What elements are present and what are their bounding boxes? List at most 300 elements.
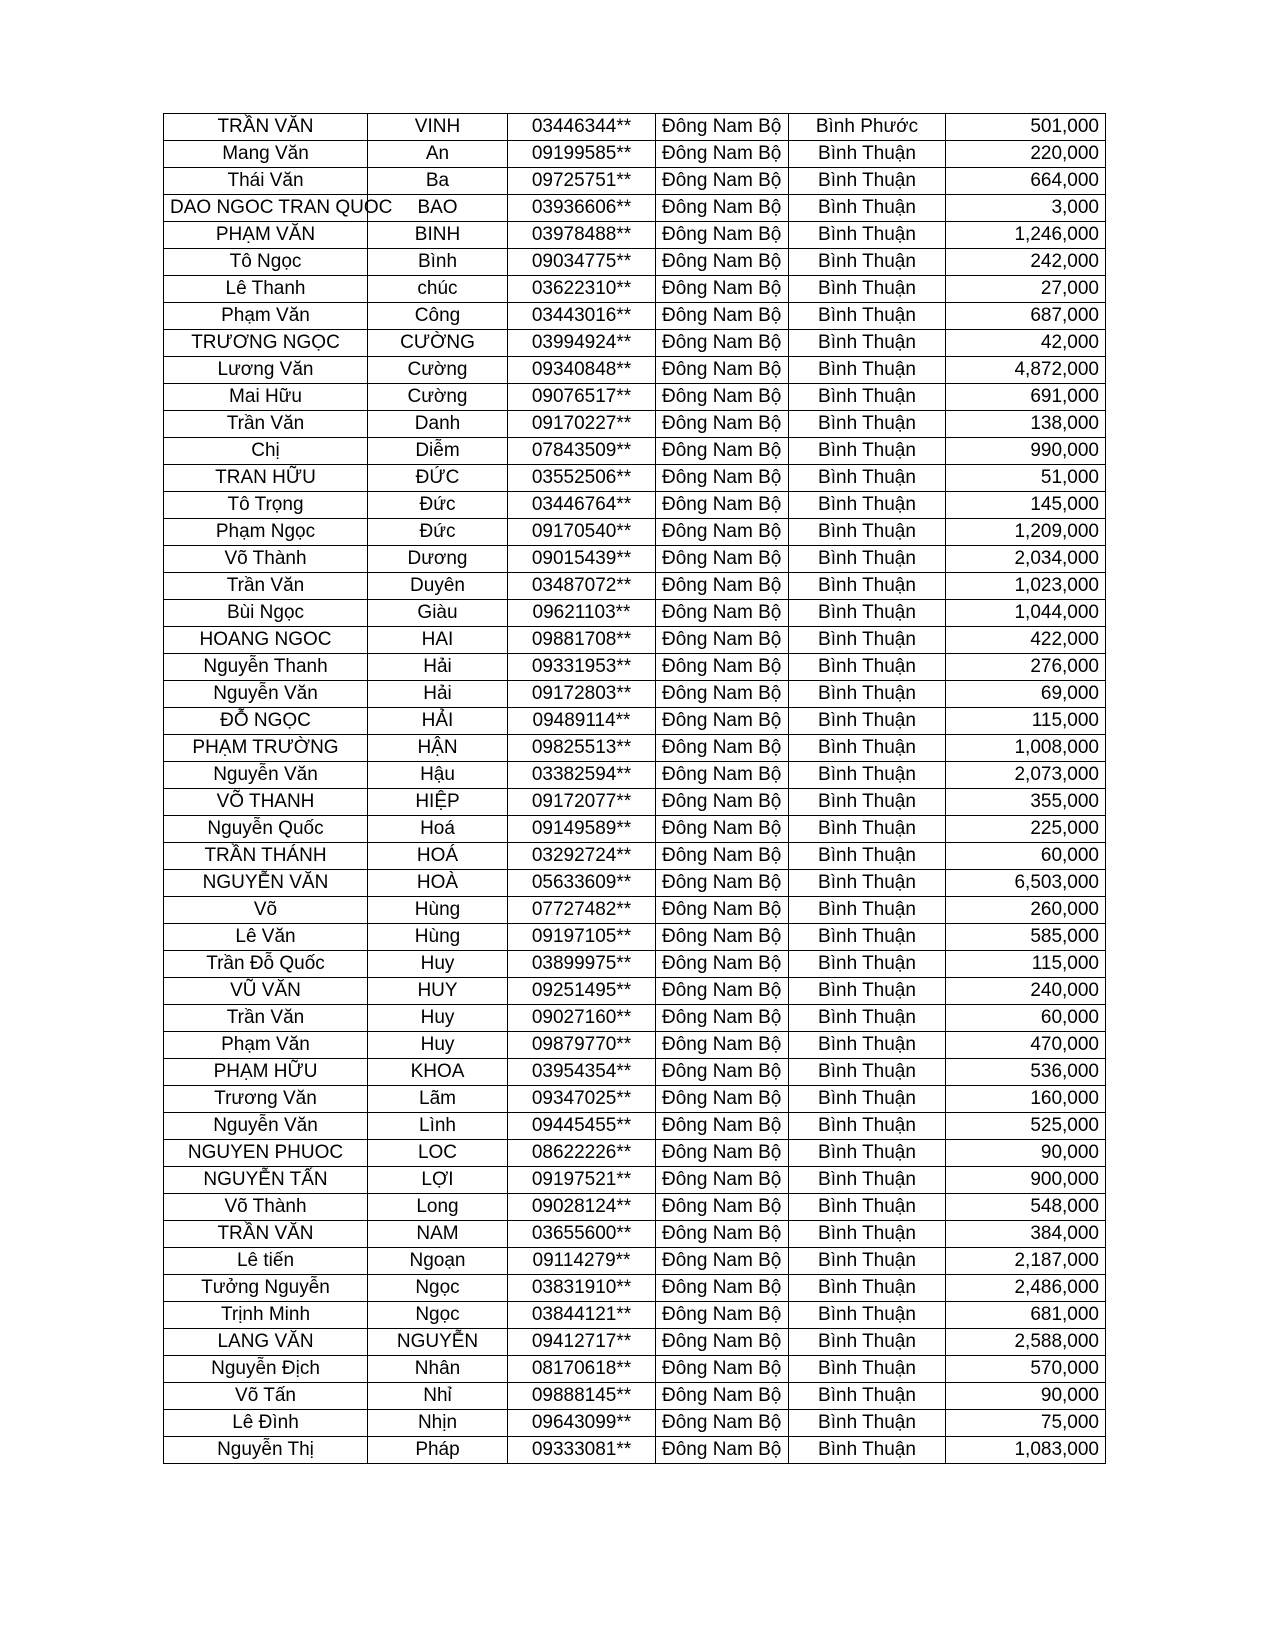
- cell-province: Bình Thuận: [789, 897, 946, 924]
- cell-province: Bình Thuận: [789, 249, 946, 276]
- cell-last-name: Trần Văn: [164, 1005, 368, 1032]
- cell-region: Đông Nam Bộ: [656, 141, 789, 168]
- table-row: [164, 1140, 1106, 1167]
- cell-last-name: Trịnh Minh: [164, 1302, 368, 1329]
- cell-region: Đông Nam Bộ: [656, 222, 789, 249]
- cell-region: Đông Nam Bộ: [656, 1194, 789, 1221]
- table-row: [164, 1086, 1106, 1113]
- cell-first-name: Lãm: [368, 1086, 508, 1113]
- cell-first-name: Duyên: [368, 573, 508, 600]
- cell-first-name: Hải: [368, 681, 508, 708]
- cell-first-name: An: [368, 141, 508, 168]
- cell-amount: 1,083,000: [946, 1437, 1106, 1464]
- cell-province: Bình Thuận: [789, 843, 946, 870]
- cell-amount: 1,008,000: [946, 735, 1106, 762]
- cell-last-name: Nguyễn Quốc: [164, 816, 368, 843]
- cell-amount: 422,000: [946, 627, 1106, 654]
- cell-amount: 225,000: [946, 816, 1106, 843]
- table-row: [164, 168, 1106, 195]
- cell-first-name: HUY: [368, 978, 508, 1005]
- cell-region: Đông Nam Bộ: [656, 384, 789, 411]
- table-row: [164, 1194, 1106, 1221]
- cell-amount: 585,000: [946, 924, 1106, 951]
- cell-region: Đông Nam Bộ: [656, 303, 789, 330]
- cell-phone: 09725751**: [508, 168, 656, 195]
- cell-province: Bình Thuận: [789, 357, 946, 384]
- table-row: [164, 843, 1106, 870]
- cell-first-name: VINH: [368, 114, 508, 141]
- cell-phone: 09489114**: [508, 708, 656, 735]
- cell-province: Bình Phước: [789, 114, 946, 141]
- cell-last-name: Tưởng Nguyễn: [164, 1275, 368, 1302]
- table-row: [164, 1275, 1106, 1302]
- cell-first-name: chúc: [368, 276, 508, 303]
- cell-last-name: Võ Tấn: [164, 1383, 368, 1410]
- data-table: [163, 113, 1106, 1464]
- cell-province: Bình Thuận: [789, 735, 946, 762]
- cell-province: Bình Thuận: [789, 1329, 946, 1356]
- table-row: [164, 735, 1106, 762]
- cell-province: Bình Thuận: [789, 1248, 946, 1275]
- table-row: [164, 681, 1106, 708]
- cell-region: Đông Nam Bộ: [656, 1221, 789, 1248]
- cell-last-name: NGUYỄN VĂN: [164, 870, 368, 897]
- table-row: [164, 627, 1106, 654]
- cell-province: Bình Thuận: [789, 1275, 946, 1302]
- cell-amount: 1,023,000: [946, 573, 1106, 600]
- cell-region: Đông Nam Bộ: [656, 357, 789, 384]
- cell-province: Bình Thuận: [789, 924, 946, 951]
- cell-amount: 4,872,000: [946, 357, 1106, 384]
- cell-amount: 42,000: [946, 330, 1106, 357]
- cell-last-name: Trần Đỗ Quốc: [164, 951, 368, 978]
- cell-last-name: Thái Văn: [164, 168, 368, 195]
- cell-last-name: PHẠM TRƯỜNG: [164, 735, 368, 762]
- table-row: [164, 384, 1106, 411]
- cell-phone: 03844121**: [508, 1302, 656, 1329]
- cell-province: Bình Thuận: [789, 1140, 946, 1167]
- cell-province: Bình Thuận: [789, 951, 946, 978]
- cell-phone: 09015439**: [508, 546, 656, 573]
- cell-province: Bình Thuận: [789, 519, 946, 546]
- cell-last-name: Trần Văn: [164, 411, 368, 438]
- cell-last-name: DAO NGOC TRAN QUOC: [164, 195, 368, 222]
- cell-phone: 09197105**: [508, 924, 656, 951]
- cell-amount: 3,000: [946, 195, 1106, 222]
- cell-amount: 470,000: [946, 1032, 1106, 1059]
- cell-amount: 1,044,000: [946, 600, 1106, 627]
- cell-region: Đông Nam Bộ: [656, 249, 789, 276]
- cell-first-name: Hùng: [368, 897, 508, 924]
- cell-amount: 115,000: [946, 951, 1106, 978]
- cell-amount: 145,000: [946, 492, 1106, 519]
- cell-amount: 51,000: [946, 465, 1106, 492]
- cell-phone: 03936606**: [508, 195, 656, 222]
- cell-first-name: Lình: [368, 1113, 508, 1140]
- cell-phone: 03978488**: [508, 222, 656, 249]
- table-row: [164, 951, 1106, 978]
- cell-amount: 2,486,000: [946, 1275, 1106, 1302]
- cell-last-name: TRẦN VĂN: [164, 114, 368, 141]
- cell-region: Đông Nam Bộ: [656, 681, 789, 708]
- cell-region: Đông Nam Bộ: [656, 816, 789, 843]
- cell-last-name: Phạm Ngọc: [164, 519, 368, 546]
- cell-province: Bình Thuận: [789, 1059, 946, 1086]
- cell-first-name: Dương: [368, 546, 508, 573]
- cell-region: Đông Nam Bộ: [656, 465, 789, 492]
- table-row: [164, 870, 1106, 897]
- cell-region: Đông Nam Bộ: [656, 1383, 789, 1410]
- cell-province: Bình Thuận: [789, 465, 946, 492]
- cell-province: Bình Thuận: [789, 708, 946, 735]
- cell-phone: 09028124**: [508, 1194, 656, 1221]
- cell-region: Đông Nam Bộ: [656, 924, 789, 951]
- cell-region: Đông Nam Bộ: [656, 951, 789, 978]
- cell-phone: 03292724**: [508, 843, 656, 870]
- cell-phone: 09170227**: [508, 411, 656, 438]
- cell-last-name: TRƯƠNG NGỌC: [164, 330, 368, 357]
- cell-phone: 03552506**: [508, 465, 656, 492]
- cell-first-name: Nhân: [368, 1356, 508, 1383]
- cell-phone: 09412717**: [508, 1329, 656, 1356]
- table-row: [164, 357, 1106, 384]
- cell-first-name: Ngọc: [368, 1302, 508, 1329]
- cell-amount: 69,000: [946, 681, 1106, 708]
- table-row: [164, 600, 1106, 627]
- cell-first-name: Huy: [368, 1005, 508, 1032]
- cell-amount: 2,073,000: [946, 762, 1106, 789]
- cell-phone: 09076517**: [508, 384, 656, 411]
- cell-last-name: LANG VĂN: [164, 1329, 368, 1356]
- cell-first-name: Ngọc: [368, 1275, 508, 1302]
- cell-province: Bình Thuận: [789, 681, 946, 708]
- cell-first-name: Đức: [368, 519, 508, 546]
- cell-last-name: TRẦN THÁNH: [164, 843, 368, 870]
- table-row: [164, 1221, 1106, 1248]
- cell-amount: 990,000: [946, 438, 1106, 465]
- cell-last-name: TRAN HỮU: [164, 465, 368, 492]
- cell-region: Đông Nam Bộ: [656, 492, 789, 519]
- cell-last-name: VŨ VĂN: [164, 978, 368, 1005]
- cell-first-name: HIỆP: [368, 789, 508, 816]
- cell-region: Đông Nam Bộ: [656, 1167, 789, 1194]
- cell-first-name: Huy: [368, 951, 508, 978]
- cell-phone: 03487072**: [508, 573, 656, 600]
- cell-last-name: Mai Hữu: [164, 384, 368, 411]
- table-row: [164, 1356, 1106, 1383]
- cell-phone: 09825513**: [508, 735, 656, 762]
- cell-last-name: NGUYEN PHUOC: [164, 1140, 368, 1167]
- cell-amount: 160,000: [946, 1086, 1106, 1113]
- cell-phone: 09197521**: [508, 1167, 656, 1194]
- cell-phone: 07843509**: [508, 438, 656, 465]
- table-row: [164, 978, 1106, 1005]
- cell-first-name: Công: [368, 303, 508, 330]
- cell-region: Đông Nam Bộ: [656, 735, 789, 762]
- cell-phone: 09172077**: [508, 789, 656, 816]
- cell-province: Bình Thuận: [789, 1032, 946, 1059]
- cell-phone: 09333081**: [508, 1437, 656, 1464]
- cell-phone: 09251495**: [508, 978, 656, 1005]
- cell-last-name: Phạm Văn: [164, 1032, 368, 1059]
- table-row: [164, 1329, 1106, 1356]
- cell-region: Đông Nam Bộ: [656, 1113, 789, 1140]
- table-row: [164, 303, 1106, 330]
- cell-region: Đông Nam Bộ: [656, 1275, 789, 1302]
- cell-region: Đông Nam Bộ: [656, 627, 789, 654]
- cell-region: Đông Nam Bộ: [656, 1032, 789, 1059]
- table-row: [164, 222, 1106, 249]
- table-row: [164, 762, 1106, 789]
- cell-first-name: Nhỉ: [368, 1383, 508, 1410]
- table-row: [164, 1059, 1106, 1086]
- cell-region: Đông Nam Bộ: [656, 168, 789, 195]
- cell-first-name: Ba: [368, 168, 508, 195]
- cell-amount: 242,000: [946, 249, 1106, 276]
- cell-amount: 525,000: [946, 1113, 1106, 1140]
- cell-region: Đông Nam Bộ: [656, 1437, 789, 1464]
- cell-province: Bình Thuận: [789, 1194, 946, 1221]
- cell-last-name: Mang Văn: [164, 141, 368, 168]
- cell-first-name: Huy: [368, 1032, 508, 1059]
- cell-first-name: NAM: [368, 1221, 508, 1248]
- cell-province: Bình Thuận: [789, 384, 946, 411]
- cell-region: Đông Nam Bộ: [656, 276, 789, 303]
- cell-region: Đông Nam Bộ: [656, 1329, 789, 1356]
- cell-amount: 570,000: [946, 1356, 1106, 1383]
- cell-province: Bình Thuận: [789, 1221, 946, 1248]
- cell-province: Bình Thuận: [789, 276, 946, 303]
- cell-phone: 03446764**: [508, 492, 656, 519]
- cell-last-name: HOANG NGOC: [164, 627, 368, 654]
- cell-phone: 09114279**: [508, 1248, 656, 1275]
- cell-region: Đông Nam Bộ: [656, 114, 789, 141]
- cell-first-name: HOÀ: [368, 870, 508, 897]
- cell-region: Đông Nam Bộ: [656, 1410, 789, 1437]
- cell-region: Đông Nam Bộ: [656, 897, 789, 924]
- cell-region: Đông Nam Bộ: [656, 573, 789, 600]
- cell-phone: 09170540**: [508, 519, 656, 546]
- cell-first-name: Giàu: [368, 600, 508, 627]
- cell-first-name: ĐỨC: [368, 465, 508, 492]
- cell-first-name: Hùng: [368, 924, 508, 951]
- cell-first-name: Ngoạn: [368, 1248, 508, 1275]
- cell-phone: 09643099**: [508, 1410, 656, 1437]
- cell-amount: 27,000: [946, 276, 1106, 303]
- cell-phone: 03382594**: [508, 762, 656, 789]
- cell-last-name: Phạm Văn: [164, 303, 368, 330]
- cell-province: Bình Thuận: [789, 1005, 946, 1032]
- cell-phone: 09445455**: [508, 1113, 656, 1140]
- cell-region: Đông Nam Bộ: [656, 1140, 789, 1167]
- table-row: [164, 1437, 1106, 1464]
- cell-region: Đông Nam Bộ: [656, 708, 789, 735]
- table-row: [164, 897, 1106, 924]
- cell-amount: 138,000: [946, 411, 1106, 438]
- cell-amount: 687,000: [946, 303, 1106, 330]
- cell-province: Bình Thuận: [789, 1410, 946, 1437]
- cell-amount: 384,000: [946, 1221, 1106, 1248]
- cell-province: Bình Thuận: [789, 222, 946, 249]
- cell-province: Bình Thuận: [789, 195, 946, 222]
- cell-first-name: Đức: [368, 492, 508, 519]
- table-body: [164, 114, 1106, 1464]
- table-row: [164, 249, 1106, 276]
- cell-first-name: LOC: [368, 1140, 508, 1167]
- table-row: [164, 492, 1106, 519]
- table-row: [164, 789, 1106, 816]
- cell-first-name: Bình: [368, 249, 508, 276]
- cell-phone: 09027160**: [508, 1005, 656, 1032]
- cell-province: Bình Thuận: [789, 1113, 946, 1140]
- cell-amount: 60,000: [946, 843, 1106, 870]
- cell-province: Bình Thuận: [789, 438, 946, 465]
- cell-province: Bình Thuận: [789, 168, 946, 195]
- cell-region: Đông Nam Bộ: [656, 762, 789, 789]
- cell-last-name: VÕ THANH: [164, 789, 368, 816]
- cell-first-name: CƯỜNG: [368, 330, 508, 357]
- cell-province: Bình Thuận: [789, 600, 946, 627]
- cell-last-name: Lê tiến: [164, 1248, 368, 1275]
- cell-region: Đông Nam Bộ: [656, 870, 789, 897]
- cell-province: Bình Thuận: [789, 1356, 946, 1383]
- cell-phone: 09331953**: [508, 654, 656, 681]
- cell-last-name: NGUYỄN TẤN: [164, 1167, 368, 1194]
- cell-phone: 03622310**: [508, 276, 656, 303]
- cell-first-name: HAI: [368, 627, 508, 654]
- cell-province: Bình Thuận: [789, 627, 946, 654]
- cell-first-name: KHOA: [368, 1059, 508, 1086]
- cell-amount: 1,209,000: [946, 519, 1106, 546]
- table-row: [164, 546, 1106, 573]
- cell-phone: 08622226**: [508, 1140, 656, 1167]
- cell-amount: 60,000: [946, 1005, 1106, 1032]
- table-row: [164, 1302, 1106, 1329]
- cell-province: Bình Thuận: [789, 789, 946, 816]
- cell-region: Đông Nam Bộ: [656, 1086, 789, 1113]
- cell-phone: 09879770**: [508, 1032, 656, 1059]
- cell-amount: 536,000: [946, 1059, 1106, 1086]
- cell-phone: 07727482**: [508, 897, 656, 924]
- cell-province: Bình Thuận: [789, 303, 946, 330]
- cell-last-name: Võ Thành: [164, 1194, 368, 1221]
- cell-amount: 276,000: [946, 654, 1106, 681]
- cell-region: Đông Nam Bộ: [656, 1005, 789, 1032]
- cell-first-name: Hậu: [368, 762, 508, 789]
- cell-amount: 115,000: [946, 708, 1106, 735]
- cell-first-name: Cường: [368, 357, 508, 384]
- cell-region: Đông Nam Bộ: [656, 546, 789, 573]
- cell-first-name: Diễm: [368, 438, 508, 465]
- table-row: [164, 195, 1106, 222]
- cell-last-name: Trương Văn: [164, 1086, 368, 1113]
- cell-last-name: Nguyễn Địch: [164, 1356, 368, 1383]
- cell-amount: 75,000: [946, 1410, 1106, 1437]
- cell-amount: 691,000: [946, 384, 1106, 411]
- table-row: [164, 519, 1106, 546]
- cell-last-name: Trần Văn: [164, 573, 368, 600]
- cell-phone: 09149589**: [508, 816, 656, 843]
- cell-phone: 05633609**: [508, 870, 656, 897]
- cell-first-name: BAO: [368, 195, 508, 222]
- table-row: [164, 465, 1106, 492]
- cell-last-name: TRẦN VĂN: [164, 1221, 368, 1248]
- cell-first-name: BINH: [368, 222, 508, 249]
- table-row: [164, 573, 1106, 600]
- cell-first-name: NGUYỄN: [368, 1329, 508, 1356]
- cell-first-name: Nhịn: [368, 1410, 508, 1437]
- cell-region: Đông Nam Bộ: [656, 519, 789, 546]
- cell-last-name: PHẠM HỮU: [164, 1059, 368, 1086]
- cell-last-name: Nguyễn Thị: [164, 1437, 368, 1464]
- cell-phone: 03994924**: [508, 330, 656, 357]
- cell-region: Đông Nam Bộ: [656, 1302, 789, 1329]
- cell-phone: 03831910**: [508, 1275, 656, 1302]
- cell-last-name: Lê Văn: [164, 924, 368, 951]
- cell-region: Đông Nam Bộ: [656, 411, 789, 438]
- table-row: [164, 654, 1106, 681]
- cell-first-name: Danh: [368, 411, 508, 438]
- cell-last-name: Lê Đình: [164, 1410, 368, 1437]
- cell-province: Bình Thuận: [789, 762, 946, 789]
- cell-province: Bình Thuận: [789, 1437, 946, 1464]
- cell-region: Đông Nam Bộ: [656, 843, 789, 870]
- cell-last-name: Lương Văn: [164, 357, 368, 384]
- table-row: [164, 1032, 1106, 1059]
- cell-amount: 664,000: [946, 168, 1106, 195]
- cell-province: Bình Thuận: [789, 816, 946, 843]
- cell-first-name: HẢI: [368, 708, 508, 735]
- cell-last-name: Chị: [164, 438, 368, 465]
- cell-amount: 681,000: [946, 1302, 1106, 1329]
- cell-first-name: Hoá: [368, 816, 508, 843]
- cell-region: Đông Nam Bộ: [656, 1248, 789, 1275]
- cell-last-name: Tô Trọng: [164, 492, 368, 519]
- cell-phone: 09172803**: [508, 681, 656, 708]
- cell-first-name: HẬN: [368, 735, 508, 762]
- table-row: [164, 1383, 1106, 1410]
- cell-phone: 09621103**: [508, 600, 656, 627]
- cell-last-name: PHẠM VĂN: [164, 222, 368, 249]
- cell-first-name: Cường: [368, 384, 508, 411]
- cell-amount: 2,588,000: [946, 1329, 1106, 1356]
- cell-amount: 355,000: [946, 789, 1106, 816]
- cell-amount: 1,246,000: [946, 222, 1106, 249]
- cell-region: Đông Nam Bộ: [656, 330, 789, 357]
- table-row: [164, 1410, 1106, 1437]
- cell-first-name: Long: [368, 1194, 508, 1221]
- table-row: [164, 411, 1106, 438]
- cell-last-name: Lê Thanh: [164, 276, 368, 303]
- cell-province: Bình Thuận: [789, 411, 946, 438]
- cell-amount: 2,034,000: [946, 546, 1106, 573]
- cell-last-name: ĐỖ NGỌC: [164, 708, 368, 735]
- cell-amount: 548,000: [946, 1194, 1106, 1221]
- cell-phone: 09888145**: [508, 1383, 656, 1410]
- cell-phone: 09199585**: [508, 141, 656, 168]
- cell-last-name: Nguyễn Văn: [164, 1113, 368, 1140]
- cell-region: Đông Nam Bộ: [656, 1059, 789, 1086]
- cell-province: Bình Thuận: [789, 573, 946, 600]
- cell-first-name: LỢI: [368, 1167, 508, 1194]
- cell-province: Bình Thuận: [789, 492, 946, 519]
- cell-province: Bình Thuận: [789, 654, 946, 681]
- table-row: [164, 1005, 1106, 1032]
- cell-phone: 09881708**: [508, 627, 656, 654]
- cell-last-name: Nguyễn Thanh: [164, 654, 368, 681]
- table-row: [164, 1248, 1106, 1275]
- table-row: [164, 1167, 1106, 1194]
